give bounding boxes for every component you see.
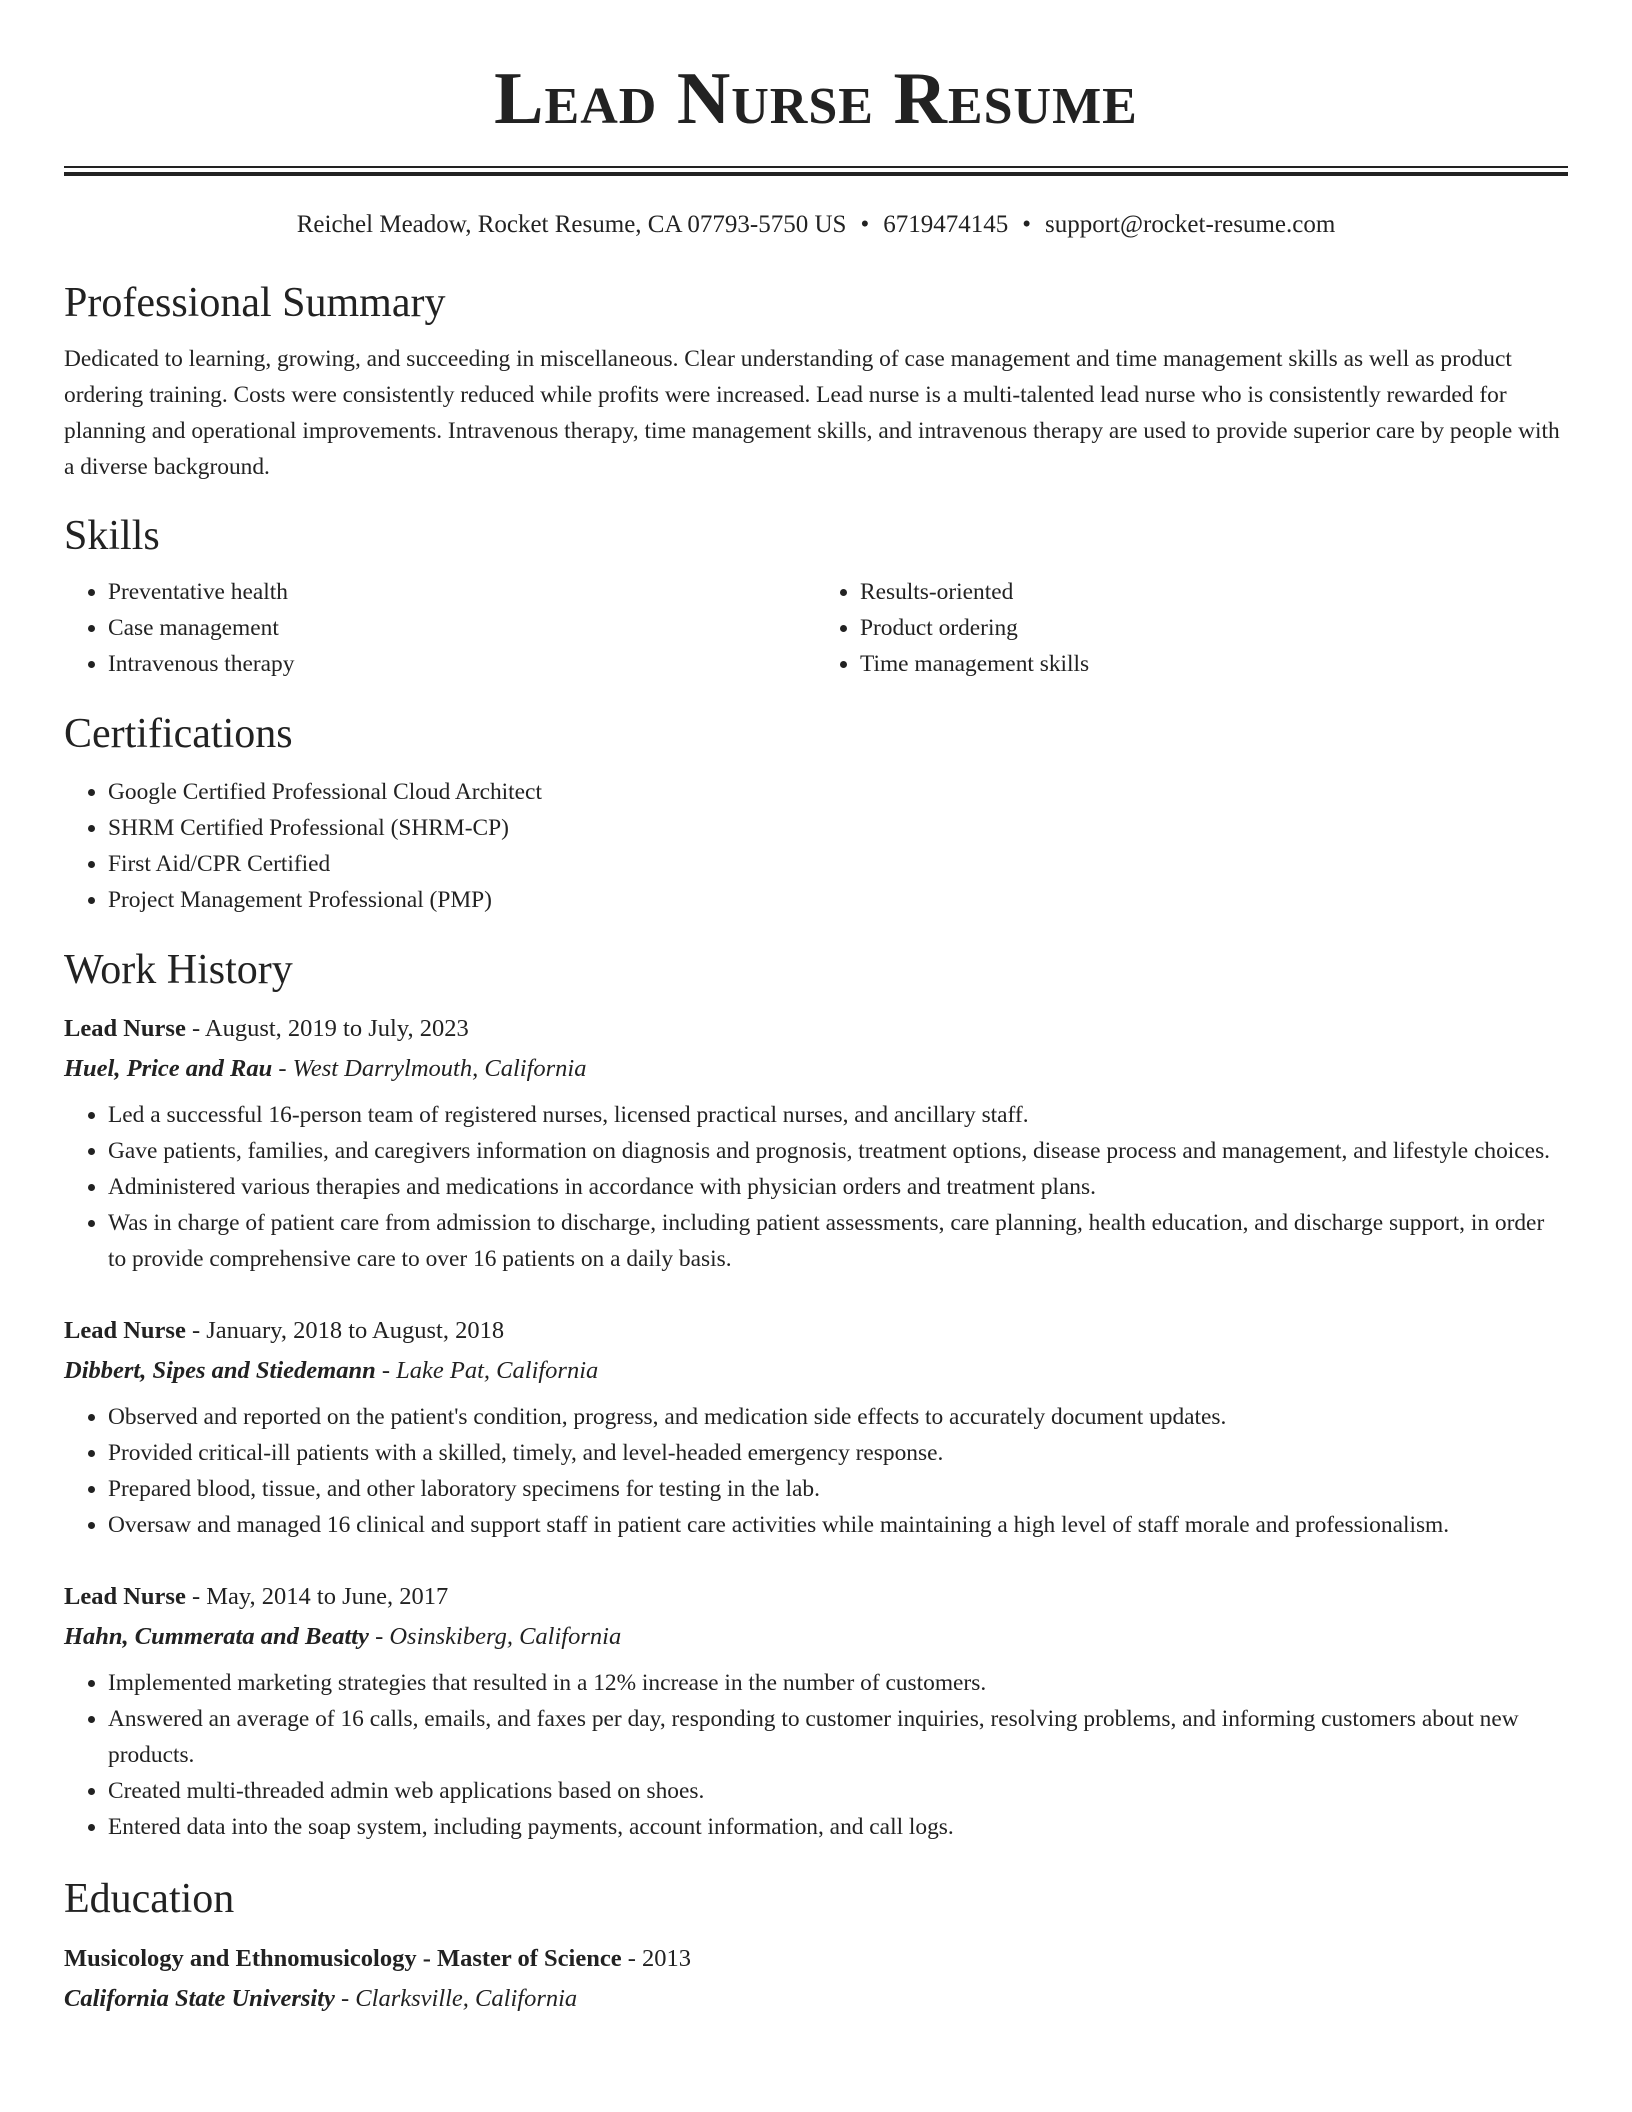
- job-duty: • Answered an average of 16 calls, emails, and faxes per day, responding to customer inquiries, resolving problems, and informing customers about new products.: [108, 1701, 1568, 1773]
- job-duty: • Observed and reported on the patient's condition, progress, and medication side effects to accurately document updates.: [108, 1399, 1568, 1435]
- job-duties-list: [64, 1399, 1568, 1543]
- skill-item: • Time management skills: [860, 646, 1568, 682]
- job-company: Hahn, Cummerata and Beatty: [64, 1623, 369, 1650]
- job-title: Lead Nurse: [64, 1317, 186, 1344]
- work-history-heading: Work History: [64, 947, 293, 993]
- job-duties-list: [64, 1665, 1568, 1845]
- job-company: Huel, Price and Rau: [64, 1055, 273, 1082]
- skill-item: • Product ordering: [860, 610, 1568, 646]
- skill-item: • Case management: [108, 610, 816, 646]
- resume-title: Lead Nurse Resume: [494, 58, 1138, 140]
- work-history-section: [64, 944, 1568, 1845]
- education-location: - Clarksville, California: [334, 1985, 578, 2012]
- job-dates: - May, 2014 to June, 2017: [185, 1583, 449, 1610]
- job-title-line: [64, 1009, 1568, 1049]
- job-company-line: [64, 1351, 1568, 1391]
- certifications-list: [64, 774, 1568, 918]
- job-title-line: [64, 1311, 1568, 1351]
- job-duty: • Oversaw and managed 16 clinical and support staff in patient care activities while maintaining a high level of staff morale and professionalism.: [108, 1507, 1568, 1543]
- certifications-section: [64, 708, 1568, 918]
- job-title: Lead Nurse: [64, 1015, 186, 1042]
- contact-separator: •: [860, 211, 870, 238]
- certification-item: • First Aid/CPR Certified: [108, 846, 1568, 882]
- job-duty: • Prepared blood, tissue, and other laboratory specimens for testing in the lab.: [108, 1471, 1568, 1507]
- job-title: Lead Nurse: [64, 1583, 186, 1610]
- education-year: - 2013: [621, 1945, 692, 1972]
- education-heading: Education: [64, 1876, 235, 1922]
- job-duties-list: [64, 1097, 1568, 1277]
- job-duty: • Created multi-threaded admin web applications based on shoes.: [108, 1773, 1568, 1809]
- resume-page: [64, 0, 1568, 2019]
- job-location: - Lake Pat, California: [375, 1357, 599, 1384]
- job-dates: - January, 2018 to August, 2018: [185, 1317, 505, 1344]
- job-company-line: [64, 1617, 1568, 1657]
- job-company: Dibbert, Sipes and Stiedemann: [64, 1357, 376, 1384]
- skills-section: [64, 510, 1568, 682]
- skills-columns: [64, 574, 1568, 682]
- skill-item: • Results-oriented: [860, 574, 1568, 610]
- contact-phone: 6719474145: [883, 211, 1009, 238]
- contact-line: [64, 209, 1568, 241]
- contact-address: Reichel Meadow, Rocket Resume, CA 07793-5750 US: [296, 211, 847, 238]
- job-duty: • Administered various therapies and medications in accordance with physician orders and treatment plans.: [108, 1169, 1568, 1205]
- education-degree: Musicology and Ethnomusicology - Master of Science: [64, 1945, 622, 1972]
- summary-heading: Professional Summary: [64, 280, 446, 326]
- contact-email: support@rocket-resume.com: [1044, 211, 1336, 238]
- title-divider: [64, 166, 1568, 176]
- job-company-line: [64, 1049, 1568, 1089]
- education-section: [64, 1873, 1568, 2019]
- job-duty: • Provided critical-ill patients with a skilled, timely, and level-headed emergency response.: [108, 1435, 1568, 1471]
- education-entry: [64, 1939, 1568, 2019]
- job-location: - Osinskiberg, California: [368, 1623, 622, 1650]
- job-location: - West Darrylmouth, California: [272, 1055, 587, 1082]
- skills-list-left: [64, 574, 816, 682]
- certification-item: • Project Management Professional (PMP): [108, 882, 1568, 918]
- job-duty: • Gave patients, families, and caregivers information on diagnosis and prognosis, treatment options, disease process and management, and lifestyle choices.: [108, 1133, 1568, 1169]
- skills-list-right: [816, 574, 1568, 682]
- education-degree-line: [64, 1939, 1568, 1979]
- summary-text: Dedicated to learning, growing, and succeeding in miscellaneous. Clear understanding of case management and time management skills as well as product ordering training. Costs were consistently reduced while profits were increased. Lead nurse is a multi-talented lead nurse who is consistently rewarded for planning and operational improvements. Intravenous therapy, time management skills, and intravenous therapy are used to provide superior care by people with a diverse background.: [64, 346, 1560, 480]
- skill-item: • Preventative health: [108, 574, 816, 610]
- certification-item: • SHRM Certified Professional (SHRM-CP): [108, 810, 1568, 846]
- skills-heading: Skills: [64, 513, 160, 559]
- education-school: California State University: [64, 1985, 335, 2012]
- skill-item: • Intravenous therapy: [108, 646, 816, 682]
- job-dates: - August, 2019 to July, 2023: [185, 1015, 469, 1042]
- job-entry: [64, 1311, 1568, 1543]
- certification-item: • Google Certified Professional Cloud Architect: [108, 774, 1568, 810]
- job-duty: • Entered data into the soap system, including payments, account information, and call logs.: [108, 1809, 1568, 1845]
- job-duty: • Led a successful 16-person team of registered nurses, licensed practical nurses, and ancillary staff.: [108, 1097, 1568, 1133]
- contact-separator: •: [1022, 211, 1031, 238]
- job-entry: [64, 1577, 1568, 1845]
- job-entry: [64, 1009, 1568, 1277]
- job-duty: • Implemented marketing strategies that resulted in a 12% increase in the number of customers.: [108, 1665, 1568, 1701]
- job-duty: • Was in charge of patient care from admission to discharge, including patient assessments, care planning, health education, and discharge support, in order to provide comprehensive care to over 16 patients on a daily basis.: [108, 1205, 1568, 1277]
- education-school-line: [64, 1979, 1568, 2019]
- certifications-heading: Certifications: [64, 711, 293, 757]
- summary-section: [64, 277, 1568, 485]
- job-title-line: [64, 1577, 1568, 1617]
